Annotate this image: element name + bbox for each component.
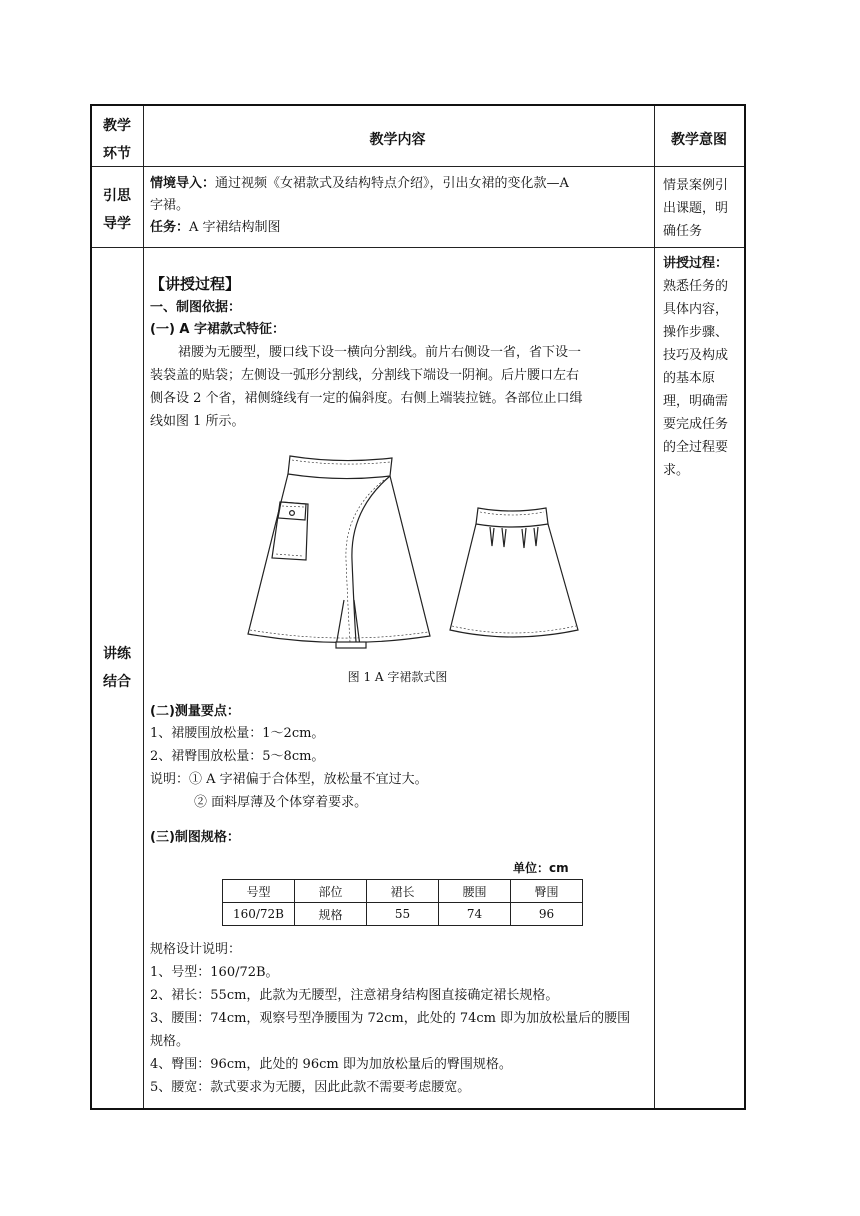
- figure-caption: 图 1 A 字裙款式图: [347, 670, 448, 684]
- spec-table-header-row: [223, 880, 583, 903]
- design-line: 2、裙长：55cm，此款为无腰型，注意裙身结构图直接确定裙长规格。: [150, 988, 559, 1003]
- spec-cell: 96: [511, 903, 583, 926]
- back-skirt-drawing: [450, 508, 578, 637]
- header-col2: 教学内容: [369, 132, 426, 148]
- heading-spec: (三)制图规格：: [150, 830, 240, 845]
- row-divider: [92, 166, 744, 167]
- design-line: 4、臀围：96cm，此处的 96cm 即为加放松量后的臀围规格。: [150, 1057, 512, 1072]
- scenario-line-2: 字裙。: [150, 198, 190, 213]
- main-intent-line: 要完成任务: [663, 417, 729, 432]
- scenario-line: [150, 172, 569, 196]
- header-col1: [92, 112, 142, 168]
- task-line: [150, 216, 281, 240]
- measure-line: ② 面料厚薄及个体穿着要求。: [194, 795, 368, 810]
- heading-measurement: (二)测量要点：: [150, 704, 240, 719]
- header-col1-line1: 教学: [103, 118, 131, 134]
- task-label: 任务：: [150, 220, 190, 235]
- spec-cell: 55: [367, 903, 439, 926]
- main-intent-line: 理，明确需: [663, 394, 729, 409]
- main-intent-line: 求。: [663, 463, 690, 478]
- front-skirt-drawing: [248, 456, 430, 648]
- paragraph-line: 装袋盖的贴袋；左侧设一弧形分割线，分割线下端设一阴裥。后片腰口左右: [150, 368, 580, 383]
- heading-style-features: (一) A 字裙款式特征：: [150, 322, 285, 337]
- spec-header-cell: 腰围: [439, 880, 511, 903]
- main-section-line2: 结合: [103, 674, 131, 690]
- column-divider: [143, 106, 144, 1108]
- main-intent-line: 操作步骤、: [663, 325, 729, 340]
- paragraph-line: 裙腰为无腰型，腰口线下设一横向分割线。前片右侧设一省，省下设一: [178, 345, 582, 360]
- intro-intent: [663, 174, 728, 243]
- header-col3: 教学意图: [671, 132, 727, 148]
- measure-line: 说明：① A 字裙偏于合体型，放松量不宜过大。: [150, 772, 428, 787]
- main-intent-line: 熟悉任务的: [663, 279, 729, 294]
- scenario-text: 通过视频《女裙款式及结构特点介绍》，引出女裙的变化款—A: [215, 176, 569, 191]
- intro-intent-line: 出课题，明: [663, 201, 729, 216]
- heading-basis: 一、制图依据：: [150, 300, 242, 315]
- spec-cell: 74: [439, 903, 511, 926]
- process-title: 【讲授过程】: [150, 275, 241, 293]
- design-line: 规格。: [150, 1034, 190, 1049]
- intro-section-line2: 导学: [103, 216, 131, 232]
- spec-cell: 160/72B: [223, 903, 295, 926]
- main-intent-line: 的基本原: [663, 371, 716, 386]
- intro-section-label: [92, 182, 142, 238]
- spec-header-cell: 号型: [223, 880, 295, 903]
- column-divider: [654, 106, 655, 1108]
- skirt-style-figure: [240, 450, 590, 660]
- main-intent-line: 的全过程要: [663, 440, 729, 455]
- spec-header-cell: 裙长: [367, 880, 439, 903]
- design-line: 1、号型：160/72B。: [150, 965, 279, 980]
- intro-intent-line: 确任务: [663, 224, 703, 239]
- measure-line: 2、裙臀围放松量：5～8cm。: [150, 749, 325, 764]
- spec-header-cell: 臀围: [511, 880, 583, 903]
- spec-cell: 规格: [295, 903, 367, 926]
- spec-header-cell: 部位: [295, 880, 367, 903]
- intro-intent-line: 情景案例引: [663, 178, 729, 193]
- design-line: 5、腰宽：款式要求为无腰，因此此款不需要考虑腰宽。: [150, 1080, 471, 1095]
- scenario-label: 情境导入：: [150, 176, 216, 191]
- unit-label: 单位：cm: [513, 861, 569, 875]
- row-divider: [92, 247, 744, 248]
- spec-table: [222, 879, 583, 926]
- design-line: 3、腰围：74cm，观察号型净腰围为 72cm，此处的 74cm 即为加放松量后的腰围: [150, 1011, 631, 1026]
- intro-section-line1: 引思: [103, 188, 131, 204]
- task-text: A 字裙结构制图: [189, 220, 281, 235]
- measure-line: 1、裙腰围放松量：1～2cm。: [150, 726, 325, 741]
- paragraph-line: 线如图 1 所示。: [150, 414, 245, 429]
- main-intent-label: 讲授过程：: [663, 256, 729, 271]
- main-intent-line: 具体内容，: [663, 302, 729, 317]
- header-col1-line2: 环节: [103, 146, 131, 162]
- design-title: 规格设计说明：: [150, 942, 242, 957]
- main-intent-line: 技巧及构成: [663, 348, 729, 363]
- spec-table-row: [223, 903, 583, 926]
- paragraph-line: 侧各设 2 个省，裙侧缝线有一定的偏斜度。右侧上端装拉链。各部位止口缉: [150, 391, 583, 406]
- main-intent: [663, 252, 728, 482]
- main-section-line1: 讲练: [103, 646, 131, 662]
- main-section-label: [92, 640, 142, 696]
